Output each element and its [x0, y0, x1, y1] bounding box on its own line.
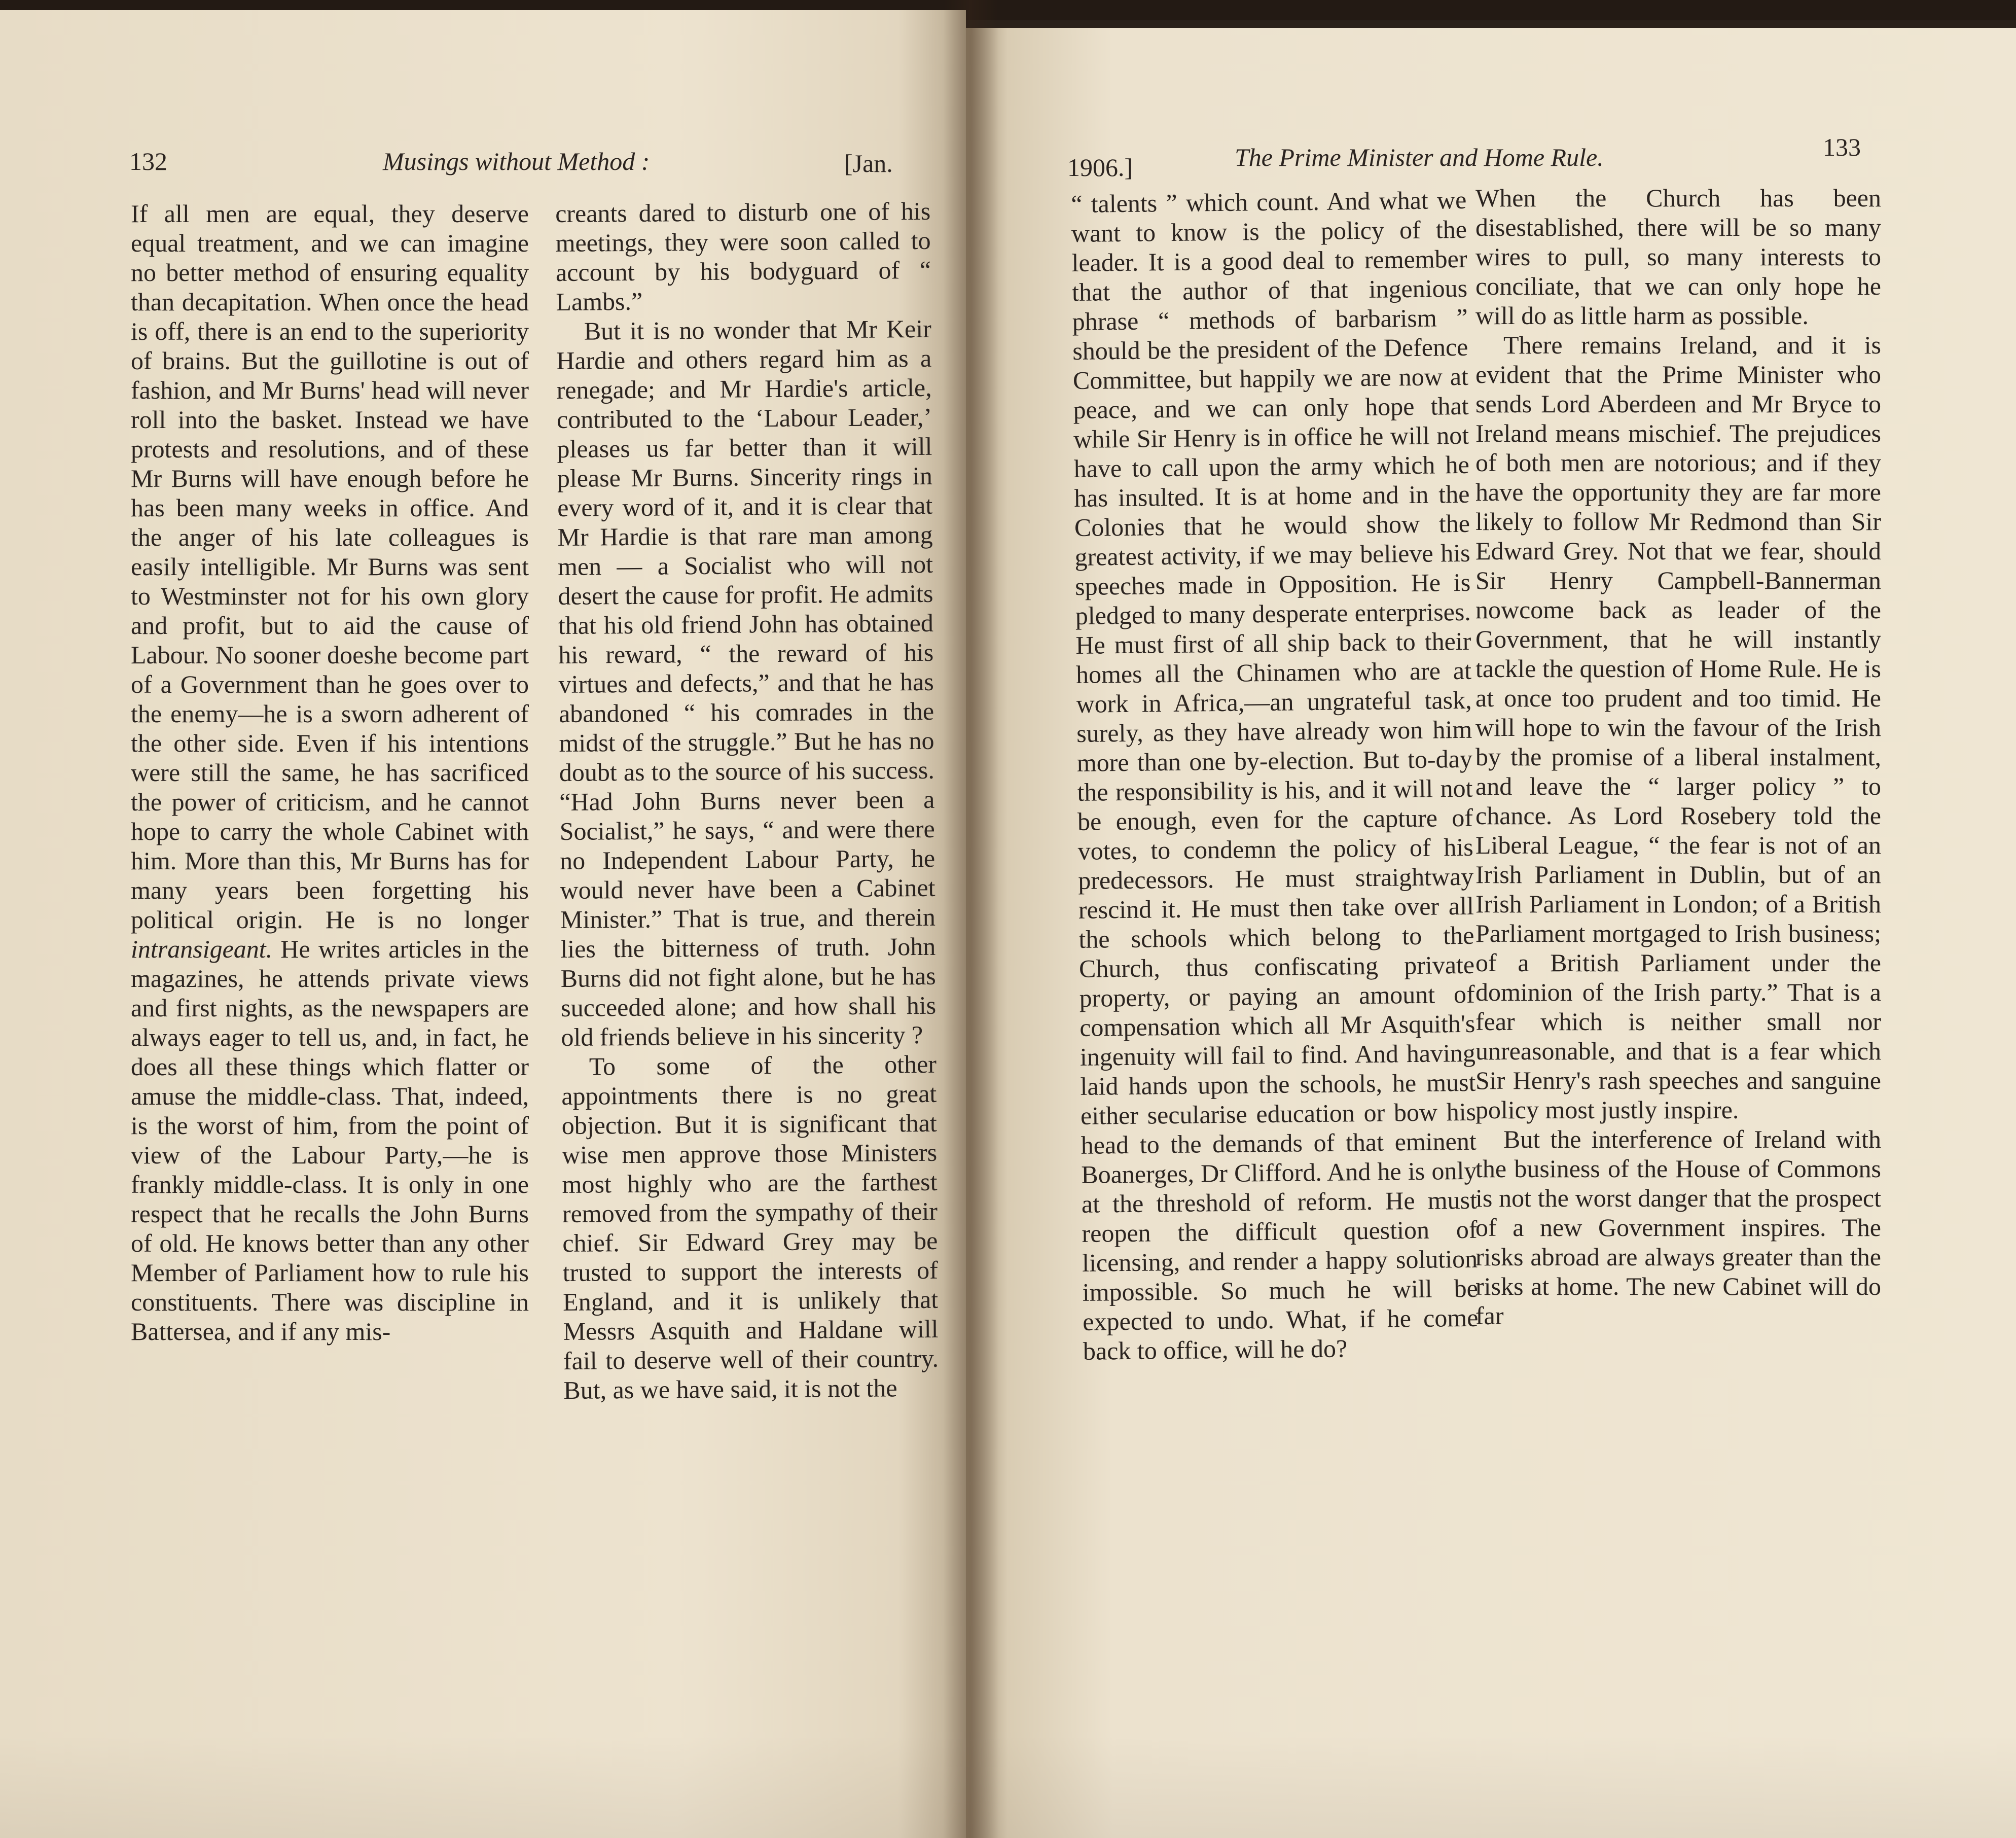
- paragraph: To some of the other appointments there is no great objection. But it is significant that wise men approve those Ministers most highly who are the farthest removed from the sympathy of their chief. Sir Edward Grey may be trusted to support the interests of England, and it is unlikely that Messrs Asquith and Haldane will fail to deserve well of their country. But, as we have said, it is not the: [561, 1049, 939, 1404]
- right-running-title: [1235, 142, 1604, 172]
- left-column-2: [555, 196, 939, 1405]
- paragraph: creants dared to disturb one of his meetings, they were soon called to account by his bodyguard of “ Lambs.”: [555, 196, 931, 316]
- text-run: If all men are equal, they deserve equal treatment, and we can imagine no better method of ensuring equality than decapitation. When once the head is off, there is an end to the superiority of brains. But the guillotine is out of fashion, and Mr Burns' head will never roll into the basket. Instead we have protests and resolutions, and of these Mr Burns will have enough before he has been many weeks in office. And the anger of his late colleagues is easily intelligible. Mr Burns was sent to Westminster not for his own glory and profit, but to aid the cause of Labour. No sooner doeshe become part of a Government than he goes over to the enemy—he is a sworn adherent of the other side. Even if his intentions were still the same, he has sacrificed the power of criticism, and he cannot hope to carry the whole Cabinet with him. More than this, Mr Burns has for many years been forgetting his political origin. He is no longer: [131, 199, 529, 934]
- italic-word: intransigeant.: [131, 935, 273, 963]
- paragraph: [131, 199, 529, 1346]
- left-page: [0, 10, 966, 1838]
- page-shading: [0, 1735, 2016, 1838]
- right-column-1: [1071, 185, 1479, 1366]
- right-running-title-text: The Prime Minister and Home Rule.: [1235, 143, 1604, 171]
- left-column-1: [131, 199, 529, 1346]
- right-column-2: [1475, 183, 1881, 1330]
- right-date-mark: 1906.]: [1067, 153, 1133, 182]
- right-page: [966, 28, 2016, 1838]
- text-run: He writes articles in the magazines, he attends private views and first nights, as the newspapers are always eager to tell us, and, in fact, he does all these things which flatter or amuse the middle-class. That, indeed, is the worst of him, from the point of view of the Labour Party,—he is frankly middle-class. It is only in one respect that he recalls the John Burns of old. He knows better than any other Member of Parliament how to rule his constituents. There was discipline in Battersea, and if any mis-: [131, 935, 529, 1346]
- left-running-title: [383, 146, 650, 176]
- paragraph: “ talents ” which count. And what we want to know is the policy of the leader. It is a good deal to remember that the author of that ingenious phrase “ methods of barbarism ” should be the president of the Defence Committee, but happily we are now at peace, and we can only hope that while Sir Henry is in office he will not have to call upon the army which he has insulted. It is at home and in the Colonies that he would show the greatest activity, if we may believe his speeches made in Opposition. He is pledged to many desperate enterprises. He must first of all ship back to their homes all the Chinamen who are at work in Africa,—an ungrateful task, surely, as they have already won him more than one by-election. But to-day the responsibility is his, and it will not be enough, even for the capture of votes, to condemn the policy of his predecessors. He must straightway rescind it. He must then take over all the schools which belong to the Church, thus confiscating private property, or paying an amount of compensation which all Mr Asquith's ingenuity will fail to find. And having laid hands upon the schools, he must either secularise education or bow his head to the demands of that eminent Boanerges, Dr Clifford. And he is only at the threshold of reform. He must reopen the difficult question of licensing, and render a happy solution impossible. So much he will be expected to undo. What, if he come back to office, will he do?: [1071, 185, 1479, 1365]
- paragraph: But it is no wonder that Mr Keir Hardie and others regard him as a renegade; and Mr Hardie's article, contributed to the ‘Labour Leader,’ pleases us far better than it will please Mr Burns. Sincerity rings in every word of it, and it is clear that Mr Hardie is that rare man among men — a Socialist who will not desert the cause for profit. He admits that his old friend John has obtained his reward, “ the reward of his virtues and defects,” and that he has abandoned “ his comrades in the midst of the struggle.” But he has no doubt as to the source of his success. “Had John Burns never been a Socialist,” he says, “ and were there no Independent Labour Party, he would never have been a Cabinet Minister.” That is true, and therein lies the bitterness of truth. John Burns did not fight alone, but he has succeeded alone; and how shall his old friends believe in his sincerity ?: [556, 314, 937, 1051]
- left-page-number: 132: [129, 147, 167, 175]
- left-running-title-text: Musings without Method :: [383, 147, 650, 175]
- paragraph: But the interference of Ireland with the business of the House of Commons is not the worst danger that the prospect of a new Government inspires. The risks abroad are always greater than the risks at home. The new Cabinet will do far: [1475, 1125, 1881, 1330]
- right-page-number: 133: [1823, 133, 1861, 161]
- paragraph: There remains Ireland, and it is evident that the Prime Minister who sends Lord Aberdeen and Mr Bryce to Ireland means mischief. The prejudices of both men are notorious; and if they have the opportunity they are far more likely to follow Mr Redmond than Sir Edward Grey. Not that we fear, should Sir Henry Campbell-Bannerman nowcome back as leader of the Government, that he will instantly tackle the question of Home Rule. He is at once too prudent and too timid. He will hope to win the favour of the Irish by the promise of a liberal instalment, and leave the “ larger policy ” to chance. As Lord Rosebery told the Liberal League, “ the fear is not of an Irish Parliament in Dublin, but of an Irish Parliament in London; of a British Parliament mortgaged to Irish business; of a British Parliament under the dominion of the Irish party.” That is a fear which is neither small nor unreasonable, and that is a fear which Sir Henry's rash speeches and sanguine policy most justly inspire.: [1475, 331, 1881, 1124]
- paragraph: When the Church has been disestablished, there will be so many wires to pull, so many interests to conciliate, that we can only hope he will do as little harm as possible.: [1475, 184, 1881, 330]
- book-gutter: [943, 0, 999, 1838]
- left-date-mark: [Jan.: [844, 149, 893, 178]
